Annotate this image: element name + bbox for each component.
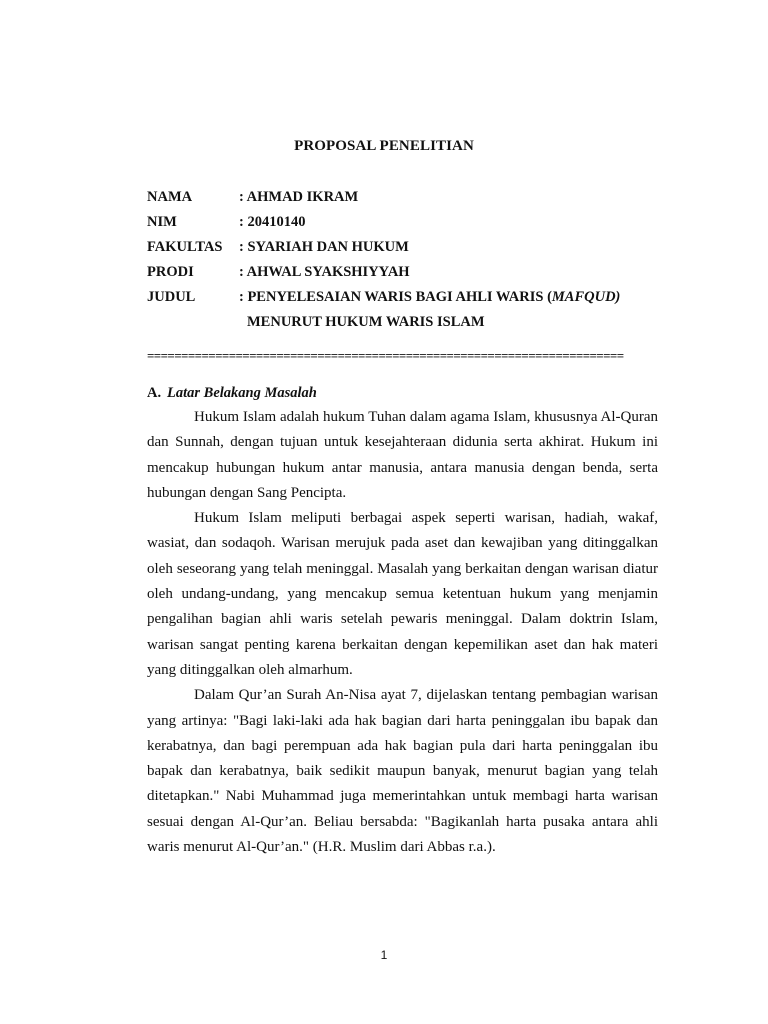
field-row-nim <box>147 212 620 237</box>
section-number: A. <box>147 385 162 401</box>
section-heading-text: Latar Belakang Masalah <box>167 385 317 401</box>
identity-block <box>147 187 620 337</box>
field-value-prodi: : AHWAL SYAKSHIYYAH <box>239 264 410 280</box>
field-row-fakultas <box>147 237 620 262</box>
paragraph: Hukum Islam meliputi berbagai aspek seperti warisan, hadiah, wakaf, wasiat, dan sodaqoh. Warisan merujuk pada aset dan kewajiban yang ditinggalkan oleh seseorang yang telah meninggal. Masalah yang berkaitan dengan warisan diatur oleh undang-undang, yang mencakup semua ketentuan hukum yang menjamin pengalihan bagian ahli waris setelah pewaris meninggal. Dalam doktrin Islam, warisan sangat penting karena berkaitan dengan kepemilikan aset dan hak materi yang ditinggalkan oleh almarhum. <box>147 510 658 678</box>
field-label-fakultas: FAKULTAS <box>147 239 223 255</box>
judul-text: : PENYELESAIAN WARIS BAGI AHLI WARIS ( <box>239 289 552 305</box>
field-value-nama: : AHMAD IKRAM <box>239 189 359 205</box>
field-label-prodi: PRODI <box>147 264 194 280</box>
separator-line: ====================================================================== <box>147 348 624 363</box>
page-number: 1 <box>380 948 388 962</box>
document-title: PROPOSAL PENELITIAN <box>294 138 474 154</box>
field-label-nama: NAMA <box>147 189 193 205</box>
field-row-nama <box>147 187 620 212</box>
field-value-judul-continuation: MENURUT HUKUM WARIS ISLAM <box>247 314 485 330</box>
field-value-fakultas: : SYARIAH DAN HUKUM <box>239 239 409 255</box>
field-label-judul: JUDUL <box>147 289 196 305</box>
field-row-judul-continuation <box>147 312 620 337</box>
field-row-judul <box>147 287 620 312</box>
field-row-prodi <box>147 262 620 287</box>
paragraph: Hukum Islam adalah hukum Tuhan dalam agama Islam, khususnya Al-Quran dan Sunnah, dengan tujuan untuk kesejahteraan didunia serta akhirat. Hukum ini mencakup hubungan hukum antar manusia, antara manusia dengan benda, serta hubungan dengan Sang Pencipta. <box>147 409 658 501</box>
field-value-nim: : 20410140 <box>239 214 306 230</box>
field-label-nim: NIM <box>147 214 177 230</box>
judul-italic-term: MAFQUD) <box>551 289 621 305</box>
field-label-spacer <box>147 312 239 337</box>
section-heading <box>147 385 317 402</box>
paragraph: Dalam Qur’an Surah An-Nisa ayat 7, dijelaskan tentang pembagian warisan yang artinya: "Bagi laki-laki ada hak bagian dari harta peninggalan ibu bapak dan kerabatnya, dan bagi perempuan ada hak bagian pula dari harta peninggalan ibu bapak dan kerabatnya, baik sedikit maupun banyak, menurut bagian yang telah ditetapkan." Nabi Muhammad juga memerintahkan untuk membagi harta warisan sesuai dengan Al-Qur’an. Beliau bersabda: "Bagikanlah harta pusaka antara ahli waris menurut Al-Qur’an." (H.R. Muslim dari Abbas r.a.). <box>147 687 658 856</box>
body-text <box>147 405 658 860</box>
field-value-judul <box>239 287 620 312</box>
